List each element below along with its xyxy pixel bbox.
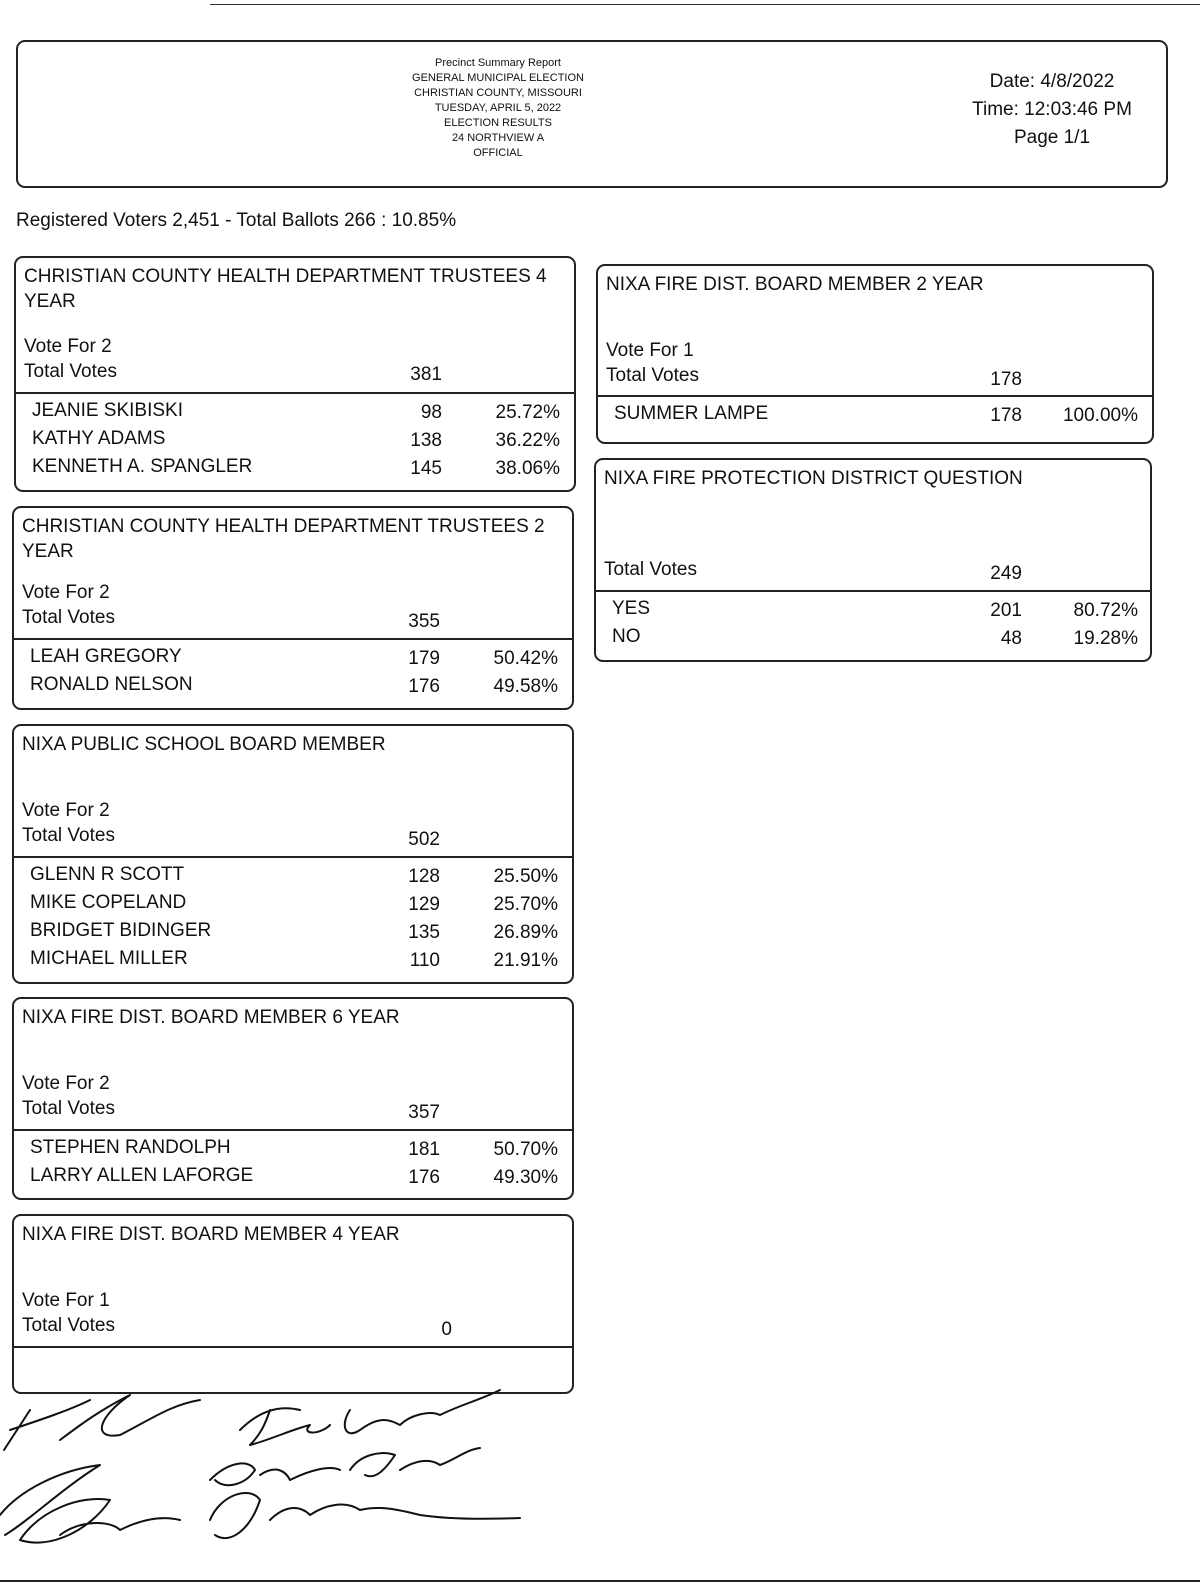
candidate-percent: 100.00%: [1062, 405, 1138, 426]
race-title: NIXA FIRE PROTECTION DISTRICT QUESTION: [604, 468, 1023, 489]
signature-2: [240, 1390, 500, 1445]
total-votes-value: 178: [990, 369, 1022, 390]
candidate-row: [14, 862, 572, 890]
total-votes-value: 502: [408, 829, 440, 850]
candidate-votes: 201: [990, 600, 1022, 621]
candidate-percent: 25.72%: [495, 402, 560, 423]
vote-for-label: Vote For 1: [22, 1290, 110, 1311]
vote-for-label: Vote For 2: [24, 336, 112, 357]
candidate-row: [598, 401, 1152, 429]
vote-for-label: Vote For 1: [606, 340, 694, 361]
total-votes-value: 0: [441, 1319, 452, 1340]
candidate-row: [16, 426, 574, 454]
report-title-block: [358, 56, 638, 161]
total-votes-label: Total Votes: [22, 1098, 115, 1119]
candidate-votes: 176: [408, 676, 440, 697]
report-date: Date: 4/8/2022: [989, 71, 1115, 92]
candidate-name: BRIDGET BIDINGER: [30, 920, 212, 941]
candidate-name: RONALD NELSON: [30, 674, 193, 695]
signature-3: [210, 1448, 480, 1485]
report-title-line: TUESDAY, APRIL 5, 2022: [434, 102, 562, 114]
report-title-line: GENERAL MUNICIPAL ELECTION: [412, 72, 584, 84]
race-box: [12, 506, 574, 710]
candidate-percent: 49.30%: [493, 1167, 558, 1188]
candidate-votes: 129: [408, 894, 440, 915]
total-votes-label: Total Votes: [24, 361, 117, 382]
race-box: [594, 458, 1152, 662]
total-votes-label: Total Votes: [22, 825, 115, 846]
candidate-name: SUMMER LAMPE: [614, 403, 769, 424]
candidate-percent: 49.58%: [493, 676, 558, 697]
candidate-name: KENNETH A. SPANGLER: [32, 456, 253, 477]
candidate-row: [14, 946, 572, 974]
race-box: [12, 724, 574, 984]
total-votes-value: 355: [408, 611, 440, 632]
total-votes-label: Total Votes: [604, 559, 697, 580]
race-box: [12, 1214, 574, 1394]
total-votes-value: 381: [410, 364, 442, 385]
race-title: NIXA PUBLIC SCHOOL BOARD MEMBER: [22, 734, 386, 755]
report-title-line: Precinct Summary Report: [435, 57, 561, 69]
candidate-votes: 145: [410, 458, 442, 479]
candidate-row: [14, 644, 572, 672]
candidate-percent: 50.70%: [493, 1139, 558, 1160]
vote-for-label: Vote For 2: [22, 800, 110, 821]
candidate-percent: 25.70%: [493, 894, 558, 915]
candidate-votes: 179: [408, 648, 440, 669]
candidate-list: [14, 1135, 572, 1191]
total-votes-value: 249: [990, 563, 1022, 584]
race-divider: [14, 856, 572, 858]
candidate-percent: 21.91%: [493, 950, 558, 971]
candidate-list: [14, 644, 572, 700]
report-time: Time: 12:03:46 PM: [972, 99, 1132, 120]
race-divider: [14, 1129, 572, 1131]
candidate-row: [14, 918, 572, 946]
candidate-row: [16, 454, 574, 482]
vote-for-label: Vote For 2: [22, 582, 110, 603]
race-divider: [14, 638, 572, 640]
candidate-votes: 98: [420, 402, 442, 423]
report-title-line: 24 NORTHVIEW A: [451, 132, 545, 144]
candidate-name: YES: [612, 598, 651, 619]
candidate-percent: 25.50%: [493, 866, 558, 887]
race-divider: [598, 395, 1152, 397]
candidate-list: [14, 862, 572, 974]
total-votes-label: Total Votes: [606, 365, 699, 386]
candidate-percent: 50.42%: [493, 648, 558, 669]
candidate-row: [596, 624, 1150, 652]
candidate-name: MIKE COPELAND: [30, 892, 187, 913]
candidate-row: [596, 596, 1150, 624]
report-page: Page 1/1: [1013, 127, 1091, 148]
race-divider: [16, 392, 574, 394]
candidate-name: NO: [612, 626, 641, 647]
race-box: [14, 256, 576, 492]
candidate-name: GLENN R SCOTT: [30, 864, 185, 885]
candidate-percent: 26.89%: [493, 922, 558, 943]
candidate-votes: 181: [408, 1139, 440, 1160]
candidate-percent: 80.72%: [1073, 600, 1138, 621]
candidate-name: LARRY ALLEN LAFORGE: [30, 1165, 254, 1186]
candidate-list: [16, 398, 574, 482]
race-title: NIXA FIRE DIST. BOARD MEMBER 4 YEAR: [22, 1224, 400, 1245]
vote-for-label: Vote For 2: [22, 1073, 110, 1094]
report-title-line: OFFICIAL: [473, 147, 523, 159]
candidate-name: JEANIE SKIBISKI: [32, 400, 183, 421]
candidate-row: [16, 398, 574, 426]
report-meta: [952, 68, 1152, 152]
total-votes-label: Total Votes: [22, 607, 115, 628]
candidate-percent: 19.28%: [1073, 628, 1138, 649]
candidate-votes: 135: [408, 922, 440, 943]
race-divider: [596, 590, 1150, 592]
candidate-name: MICHAEL MILLER: [30, 948, 188, 969]
candidate-votes: 128: [408, 866, 440, 887]
race-title: CHRISTIAN COUNTY HEALTH DEPARTMENT TRUSTEES 2 YEAR: [22, 516, 545, 562]
candidate-name: STEPHEN RANDOLPH: [30, 1137, 231, 1158]
candidate-list: [596, 596, 1150, 652]
report-title-line: ELECTION RESULTS: [444, 117, 552, 129]
race-title: CHRISTIAN COUNTY HEALTH DEPARTMENT TRUSTEES 4 YEAR: [24, 266, 547, 312]
candidate-name: KATHY ADAMS: [32, 428, 166, 449]
candidate-votes: 110: [409, 950, 440, 971]
registration-summary: Registered Voters 2,451 - Total Ballots 266 : 10.85%: [16, 210, 457, 231]
race-title: NIXA FIRE DIST. BOARD MEMBER 6 YEAR: [22, 1007, 400, 1028]
candidate-votes: 138: [410, 430, 442, 451]
candidate-row: [14, 672, 572, 700]
report-header: [16, 40, 1168, 188]
race-title: NIXA FIRE DIST. BOARD MEMBER 2 YEAR: [606, 274, 984, 295]
candidate-votes: 176: [408, 1167, 440, 1188]
candidate-list: [598, 401, 1152, 429]
candidate-row: [14, 1163, 572, 1191]
race-divider: [14, 1346, 572, 1348]
candidate-percent: 38.06%: [495, 458, 560, 479]
report-title-line: CHRISTIAN COUNTY, MISSOURI: [414, 87, 582, 99]
race-box: [12, 997, 574, 1200]
candidate-row: [14, 1135, 572, 1163]
candidate-votes: 48: [1000, 628, 1022, 649]
bottom-rule: [0, 1580, 1200, 1582]
candidate-percent: 36.22%: [495, 430, 560, 451]
candidate-row: [14, 890, 572, 918]
candidate-votes: 178: [990, 405, 1022, 426]
signature-1: [4, 1395, 200, 1450]
top-rule: [210, 4, 1200, 5]
candidate-name: LEAH GREGORY: [30, 646, 182, 667]
total-votes-label: Total Votes: [22, 1315, 115, 1336]
signatures: [0, 1370, 560, 1570]
signature-4: [20, 1493, 520, 1543]
total-votes-value: 357: [408, 1102, 440, 1123]
race-box: [596, 264, 1154, 444]
